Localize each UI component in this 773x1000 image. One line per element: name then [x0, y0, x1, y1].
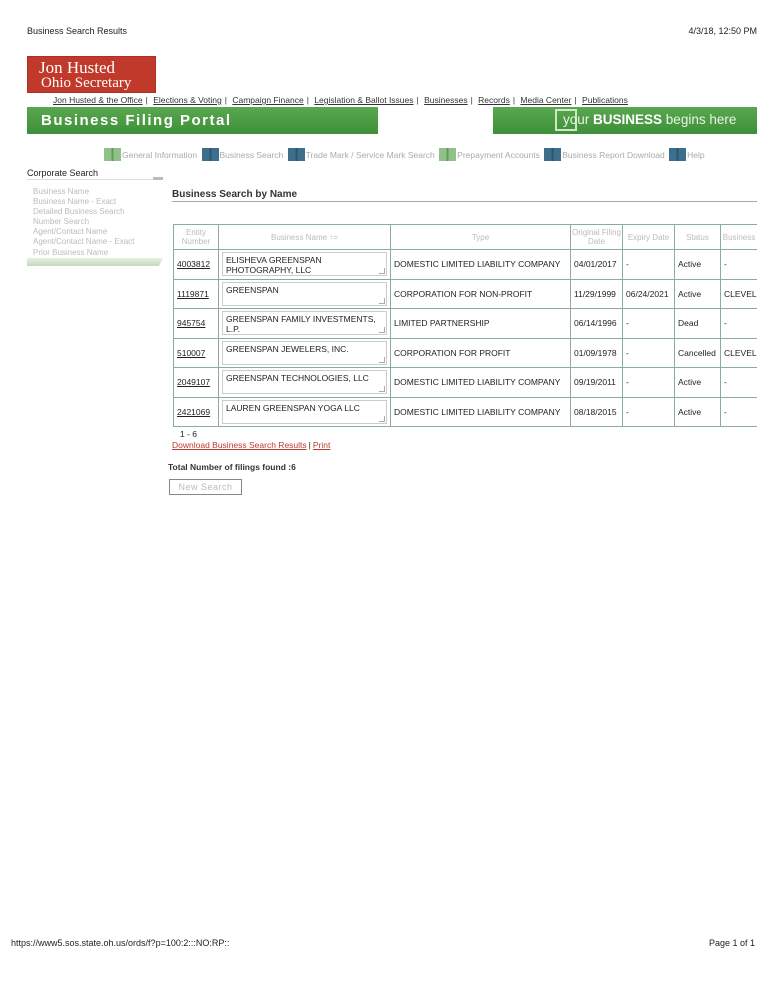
entity-number-link[interactable]: 2421069 [177, 406, 211, 417]
print-datetime: 4/3/18, 12:50 PM [688, 26, 757, 36]
tab-help[interactable]: Help [669, 148, 704, 161]
entity-number-link[interactable]: 945754 [177, 318, 206, 329]
print-page-number: Page 1 of 1 [708, 938, 755, 948]
status: Active [675, 397, 721, 427]
filing-date: 06/14/1996 [571, 309, 623, 339]
table-row [174, 397, 758, 427]
nav-link-campaign-finance[interactable]: Campaign Finance [232, 95, 304, 105]
sidebar-title: Corporate Search [27, 168, 99, 178]
secretary-logo[interactable] [27, 56, 156, 93]
business-city: - [721, 368, 758, 398]
nav-link-media-center[interactable]: Media Center [520, 95, 572, 105]
logo-line-1: Jon Husted [39, 58, 116, 77]
entity-number-link[interactable]: 4003812 [177, 259, 211, 270]
sidebar-item-number-search[interactable]: Number Search [33, 217, 90, 227]
business-city: - [721, 250, 758, 280]
book-icon [288, 148, 305, 161]
sidebar-item-agent-name[interactable]: Agent/Contact Name [33, 227, 108, 237]
nav-link-office[interactable]: Jon Husted & the Office [53, 95, 143, 105]
sidebar-footer-bar [27, 258, 163, 266]
sidebar-collapse-handle[interactable] [153, 177, 163, 180]
sidebar-item-prior-name[interactable]: Prior Business Name [33, 247, 109, 257]
sidebar-item-detailed-search[interactable]: Detailed Business Search [33, 207, 125, 217]
book-icon [669, 148, 686, 161]
new-search-button[interactable]: New Search [169, 479, 242, 495]
business-city: - [721, 309, 758, 339]
column-header-business-city[interactable]: Business [721, 225, 758, 250]
table-row [174, 338, 758, 368]
business-type: DOMESTIC LIMITED LIABILITY COMPANY [391, 368, 571, 398]
business-name-field[interactable]: GREENSPAN TECHNOLOGIES, LLC [222, 370, 387, 394]
portal-title: Business Filing Portal [41, 112, 232, 129]
column-header-type[interactable]: Type [391, 225, 571, 250]
portal-banner [27, 107, 378, 134]
entity-number-link[interactable]: 2049107 [177, 377, 211, 388]
top-navigation: Jon Husted & the Office | Elections & Voting | Campaign Finance | Legislation & Ballot Issues | Businesses | Records | Media Center | Publications [53, 95, 628, 105]
book-icon [202, 148, 219, 161]
business-type: DOMESTIC LIMITED LIABILITY COMPANY [391, 397, 571, 427]
entity-number-link[interactable]: 510007 [177, 347, 206, 358]
nav-link-legislation[interactable]: Legislation & Ballot Issues [314, 95, 414, 105]
portal-tabs [104, 148, 707, 161]
business-city: CLEVEL [721, 338, 758, 368]
expiry-date: - [623, 309, 675, 339]
results-table [173, 224, 757, 427]
print-url: https://www5.sos.state.oh.us/ords/f?p=100:2:::NO:RP:: [11, 938, 230, 948]
column-header-business-name[interactable]: Business Name ↑= [219, 225, 391, 250]
column-header-expiry-date[interactable]: Expiry Date [623, 225, 675, 250]
column-header-entity-number[interactable]: Entity Number [174, 225, 219, 250]
business-name-field[interactable]: GREENSPAN [222, 282, 387, 306]
tab-trademark-search[interactable]: Trade Mark / Service Mark Search [288, 148, 435, 161]
business-city: CLEVEL [721, 279, 758, 309]
book-icon [104, 148, 121, 161]
pagination-range: 1 - 6 [180, 429, 198, 439]
business-type: LIMITED PARTNERSHIP [391, 309, 571, 339]
table-header-row [174, 225, 758, 250]
tab-business-search[interactable]: Business Search [202, 148, 284, 161]
table-row [174, 279, 758, 309]
business-type: DOMESTIC LIMITED LIABILITY COMPANY [391, 250, 571, 280]
business-name-field[interactable]: GREENSPAN FAMILY INVESTMENTS, L.P. [222, 311, 387, 335]
print-page-title: Business Search Results [27, 26, 128, 36]
column-header-status[interactable]: Status [675, 225, 721, 250]
business-name-field[interactable]: ELISHEVA GREENSPAN PHOTOGRAPHY, LLC [222, 252, 387, 276]
status: Active [675, 368, 721, 398]
tab-business-report-download[interactable]: Business Report Download [544, 148, 665, 161]
nav-link-publications[interactable]: Publications [582, 95, 628, 105]
results-table-wrapper [173, 224, 757, 428]
filing-date: 08/18/2015 [571, 397, 623, 427]
sidebar-divider [27, 179, 163, 180]
table-row [174, 309, 758, 339]
filing-date: 09/19/2011 [571, 368, 623, 398]
tagline-text: your BUSINESS begins here [563, 112, 737, 127]
section-title: Business Search by Name [172, 189, 298, 200]
print-link[interactable]: Print [312, 440, 331, 450]
status: Dead [675, 309, 721, 339]
book-icon [439, 148, 456, 161]
business-type: CORPORATION FOR NON-PROFIT [391, 279, 571, 309]
filing-date: 01/09/1978 [571, 338, 623, 368]
column-header-filing-date[interactable]: Original Filing Date [571, 225, 623, 250]
sidebar-menu [33, 187, 134, 258]
table-row [174, 250, 758, 280]
result-actions: Download Business Search Results | Print [172, 440, 331, 450]
book-icon [544, 148, 561, 161]
logo-line-2: Ohio Secretary [41, 75, 132, 91]
expiry-date: - [623, 397, 675, 427]
status: Cancelled [675, 338, 721, 368]
sidebar-item-agent-name-exact[interactable]: Agent/Contact Name - Exact [33, 237, 135, 247]
expiry-date: - [623, 250, 675, 280]
expiry-date: 06/24/2021 [623, 279, 675, 309]
business-name-field[interactable]: LAUREN GREENSPAN YOGA LLC [222, 400, 387, 424]
entity-number-link[interactable]: 1119871 [177, 288, 209, 299]
sidebar-item-business-name[interactable]: Business Name [33, 187, 90, 196]
tagline-banner [493, 107, 757, 134]
download-results-link[interactable]: Download Business Search Results [172, 440, 307, 450]
nav-link-records[interactable]: Records [478, 95, 510, 105]
nav-link-elections[interactable]: Elections & Voting [153, 95, 222, 105]
sidebar-item-business-name-exact[interactable]: Business Name - Exact [33, 197, 117, 207]
expiry-date: - [623, 368, 675, 398]
tab-prepayment-accounts[interactable]: Prepayment Accounts [439, 148, 540, 161]
business-type: CORPORATION FOR PROFIT [391, 338, 571, 368]
business-city: - [721, 397, 758, 427]
filing-date: 11/29/1999 [571, 279, 623, 309]
expiry-date: - [623, 338, 675, 368]
total-filings: Total Number of filings found :6 [168, 462, 296, 472]
filing-date: 04/01/2017 [571, 250, 623, 280]
nav-link-businesses[interactable]: Businesses [424, 95, 468, 105]
status: Active [675, 279, 721, 309]
table-row [174, 368, 758, 398]
status: Active [675, 250, 721, 280]
business-name-field[interactable]: GREENSPAN JEWELERS, INC. [222, 341, 387, 365]
section-divider [172, 201, 757, 202]
tab-general-information[interactable]: General Information [104, 148, 197, 161]
